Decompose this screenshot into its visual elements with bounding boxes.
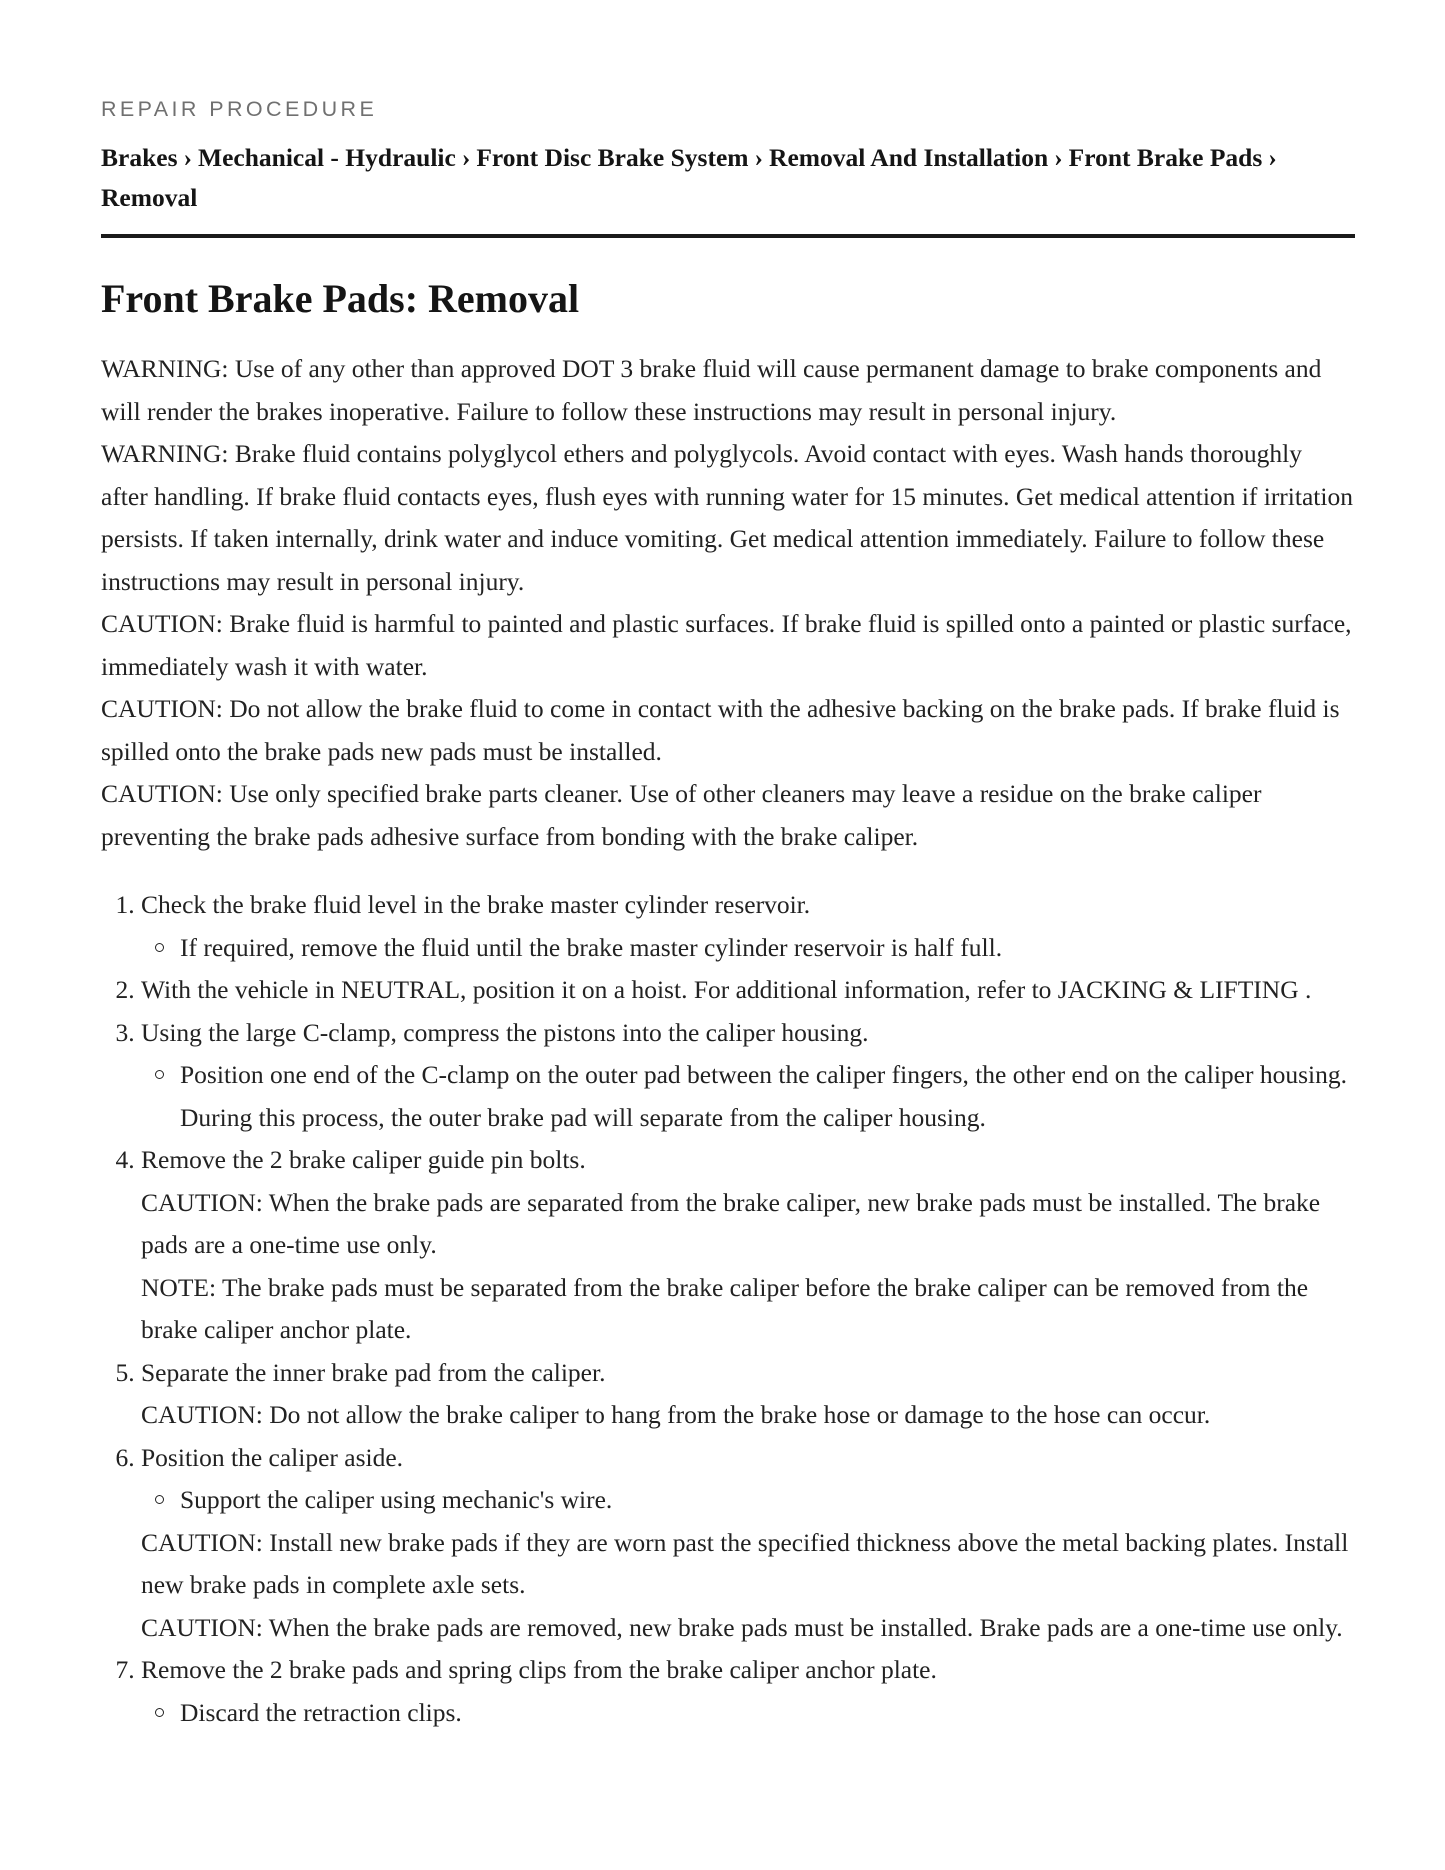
step-caution: CAUTION: Install new brake pads if they are worn past the specified thickness above the metal backing plates. Install new brake pads in complete axle sets.	[141, 1527, 1349, 1599]
step-caution: CAUTION: Do not allow the brake caliper to hang from the brake hose or damage to the hose can occur.	[141, 1400, 1211, 1429]
substep-text: If required, remove the fluid until the brake master cylinder reservoir is half full.	[180, 932, 1003, 962]
warnings-block	[101, 348, 1355, 858]
step-item	[141, 1012, 1355, 1140]
caution-text: CAUTION: Brake fluid is harmful to painted and plastic surfaces. If brake fluid is spilled onto a painted or plastic surface, immediately wash it with water.	[101, 609, 1352, 681]
hollow-bullet-icon	[155, 1708, 164, 1717]
step-item	[141, 1437, 1355, 1650]
breadcrumb-separator: ›	[754, 143, 764, 172]
hollow-bullet-icon	[155, 1495, 164, 1504]
breadcrumb-item-current: Removal	[101, 183, 198, 212]
page-title: Front Brake Pads: Removal	[101, 276, 580, 321]
step-substeps	[141, 1479, 1355, 1522]
step-text: Remove the 2 brake caliper guide pin bolts.	[141, 1145, 586, 1174]
substep-item	[180, 1692, 1355, 1735]
step-substeps	[141, 927, 1355, 970]
breadcrumb-item[interactable]: Front Disc Brake System	[476, 143, 749, 172]
step-item	[141, 1139, 1355, 1352]
breadcrumb-item[interactable]: Brakes	[101, 143, 178, 172]
substep-item	[180, 1054, 1355, 1139]
substep-text: Position one end of the C-clamp on the outer pad between the caliper fingers, the other end on the caliper housing. During this process, the outer brake pad will separate from the caliper housing.	[180, 1060, 1347, 1132]
substep-text: Discard the retraction clips.	[180, 1697, 462, 1727]
step-text: Using the large C-clamp, compress the pistons into the caliper housing.	[141, 1017, 869, 1047]
step-text: Separate the inner brake pad from the caliper.	[141, 1357, 606, 1387]
breadcrumb-separator: ›	[461, 143, 471, 172]
substep-item	[180, 927, 1355, 970]
step-item	[141, 1649, 1355, 1734]
caution-text: CAUTION: Use only specified brake parts cleaner. Use of other cleaners may leave a residue on the brake caliper preventing the brake pads adhesive surface from bonding with the brake caliper.	[101, 779, 1262, 851]
substep-item	[180, 1479, 1355, 1522]
step-substeps	[141, 1692, 1355, 1735]
step-item	[141, 1352, 1355, 1437]
step-item	[141, 969, 1355, 1012]
breadcrumb-separator: ›	[183, 143, 192, 172]
step-caution: CAUTION: When the brake pads are separated from the brake caliper, new brake pads must be installed. The brake pads are a one-time use only.	[141, 1187, 1321, 1259]
caution-text: CAUTION: Do not allow the brake fluid to come in contact with the adhesive backing on the brake pads. If brake fluid is spilled onto the brake pads new pads must be installed.	[101, 694, 1340, 766]
hollow-bullet-icon	[155, 943, 164, 952]
warning-text: WARNING: Use of any other than approved DOT 3 brake fluid will cause permanent damage to brake components and will render the brakes inoperative. Failure to follow these instructions may result in personal injury.	[101, 354, 1322, 426]
procedure-steps	[101, 884, 1355, 1734]
step-item	[141, 884, 1355, 969]
breadcrumb-item[interactable]: Mechanical - Hydraulic	[198, 143, 456, 172]
substep-text: Support the caliper using mechanic's wire.	[180, 1485, 613, 1514]
breadcrumb-separator: ›	[1054, 143, 1063, 172]
step-text: Position the caliper aside.	[141, 1442, 404, 1472]
warning-text: WARNING: Brake fluid contains polyglycol ethers and polyglycols. Avoid contact with eyes. Wash hands thoroughly after handling. If brake fluid contacts eyes, flush eyes with running water for 15 minutes. Get medical attention if irritation persists. If taken internally, drink water and induce vomiting. Get medical attention immediately. Failure to follow these instructions may result in personal injury.	[101, 439, 1353, 596]
step-note: NOTE: The brake pads must be separated from the brake caliper before the brake caliper can be removed from the brake caliper anchor plate.	[141, 1272, 1309, 1344]
breadcrumb-separator: ›	[1268, 143, 1277, 172]
document-page	[101, 94, 1355, 1734]
step-text: Check the brake fluid level in the brake master cylinder reservoir.	[141, 890, 811, 919]
step-substeps	[141, 1054, 1355, 1139]
breadcrumb-item[interactable]: Front Brake Pads	[1068, 143, 1263, 172]
step-text: Remove the 2 brake pads and spring clips from the brake caliper anchor plate.	[141, 1655, 937, 1684]
section-kicker: REPAIR PROCEDURE	[101, 97, 378, 121]
breadcrumb-item[interactable]: Removal And Installation	[769, 143, 1049, 172]
header-divider	[101, 234, 1355, 238]
breadcrumb	[101, 138, 1355, 218]
step-caution: CAUTION: When the brake pads are removed, new brake pads must be installed. Brake pads are a one-time use only.	[141, 1612, 1343, 1642]
step-text: With the vehicle in NEUTRAL, position it on a hoist. For additional information, refer to JACKING & LIFTING .	[141, 975, 1312, 1004]
hollow-bullet-icon	[155, 1070, 164, 1079]
